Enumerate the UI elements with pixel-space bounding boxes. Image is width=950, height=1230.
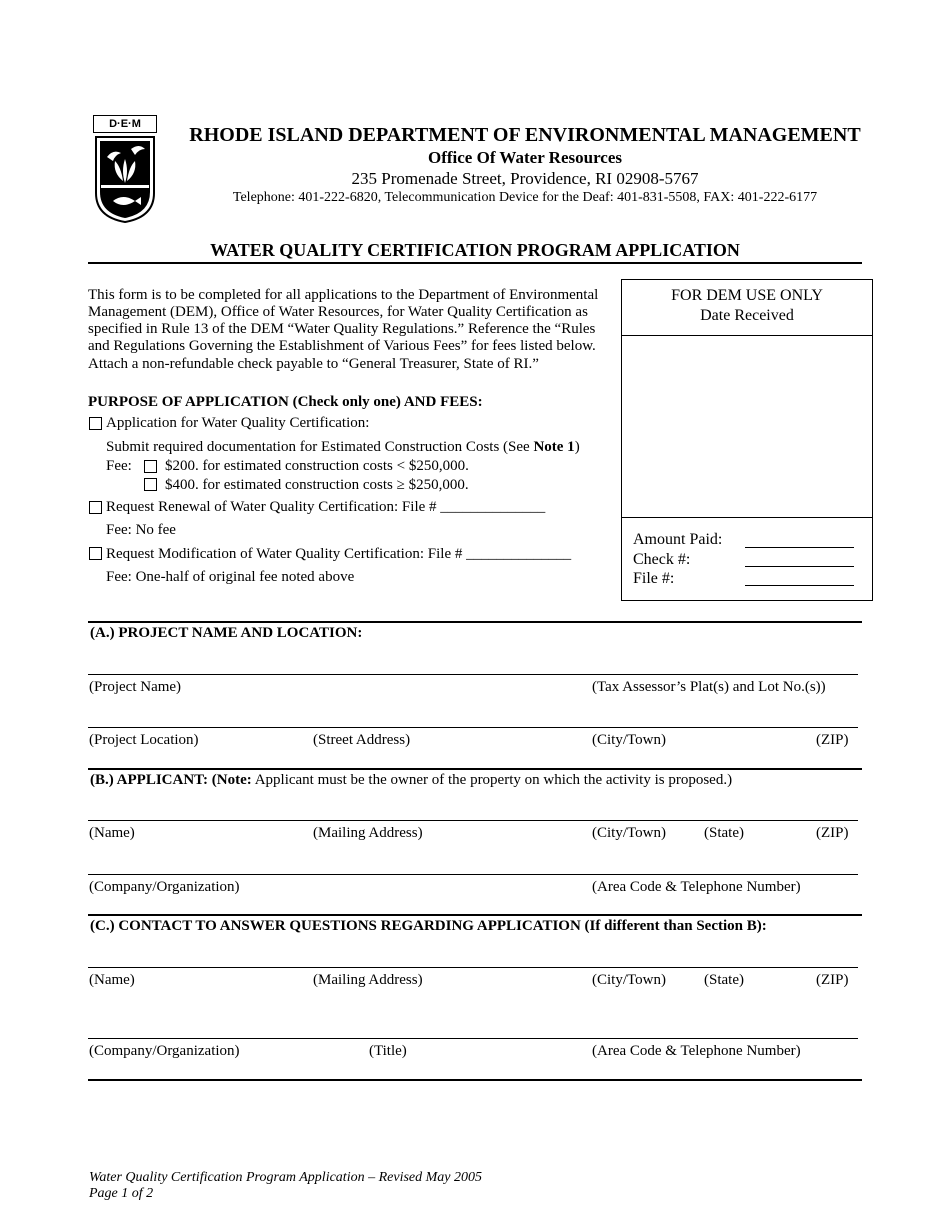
file-number-field[interactable]	[745, 585, 854, 586]
check-number-field[interactable]	[745, 566, 854, 567]
option-certification-label: Application for Water Quality Certification:	[106, 415, 370, 431]
fee-400-checkbox[interactable]	[144, 478, 157, 491]
dem-use-heading: FOR DEM USE ONLY	[671, 287, 823, 304]
intro-line-1: This form is to be completed for all applications to the Department of Environmental	[88, 287, 599, 303]
contact-state-label: (State)	[704, 972, 744, 988]
intro-line-3: specified in Rule 13 of the DEM “Water Quality Regulations.” Reference the “Rules	[88, 321, 596, 337]
section-c-heading: (C.) CONTACT TO ANSWER QUESTIONS REGARDING APPLICATION (If different than Section B):	[90, 918, 767, 934]
project-location-label: (Project Location)	[89, 732, 199, 748]
zip-label: (ZIP)	[816, 732, 849, 748]
contact-zip-label: (ZIP)	[816, 972, 849, 988]
option-modification-label: Request Modification of Water Quality Certification: File # ______________	[106, 546, 572, 562]
certification-note-text: Submit required documentation for Estimated Construction Costs (See	[106, 439, 534, 455]
dem-box-divider-bottom	[622, 517, 872, 518]
intro-line-2: Management (DEM), Office of Water Resources, for Water Quality Certification as	[88, 304, 588, 320]
contact-phone-label: (Area Code & Telephone Number)	[592, 1043, 801, 1059]
section-c-rule	[88, 914, 862, 916]
date-received-field[interactable]	[622, 336, 872, 517]
fee-200-checkbox[interactable]	[144, 460, 157, 473]
contact-title-label: (Title)	[369, 1043, 407, 1059]
file-number-label: File #:	[633, 570, 675, 587]
section-b-title: (B.) APPLICANT: (	[90, 772, 217, 788]
project-name-label: (Project Name)	[89, 679, 182, 695]
dem-shield-icon	[93, 135, 157, 223]
option-renewal-checkbox[interactable]	[89, 501, 102, 514]
date-received-label: Date Received	[700, 307, 794, 324]
modification-fee: Fee: One-half of original fee noted above	[106, 569, 355, 585]
contact-mailing-label: (Mailing Address)	[313, 972, 423, 988]
amount-paid-field[interactable]	[745, 547, 854, 548]
applicant-city-label: (City/Town)	[592, 825, 666, 841]
fee-400-label: $400. for estimated construction costs ≥ $250,000.	[165, 477, 469, 493]
applicant-company-label: (Company/Organization)	[89, 879, 240, 895]
office-name: Office Of Water Resources	[427, 148, 623, 167]
agency-name: RHODE ISLAND DEPARTMENT OF ENVIRONMENTAL MANAGEMENT	[189, 124, 861, 146]
fee-200-label: $200. for estimated construction costs < $250,000.	[165, 458, 469, 474]
contact-name-label: (Name)	[89, 972, 135, 988]
applicant-company-field[interactable]	[88, 874, 858, 875]
contact-name-field[interactable]	[88, 967, 858, 968]
renewal-fee: Fee: No fee	[106, 522, 176, 538]
title-rule	[88, 262, 862, 264]
footer-revision: Water Quality Certification Program Application – Revised May 2005	[89, 1170, 482, 1185]
project-location-field[interactable]	[88, 727, 858, 728]
section-b-note-label: Note:	[216, 772, 252, 788]
dem-logo-text: D·E·M	[93, 115, 157, 133]
office-phones: Telephone: 401-222-6820, Telecommunication Device for the Deaf: 401-831-5508, FAX: 401-222-6177	[232, 190, 818, 205]
check-number-label: Check #:	[633, 551, 691, 568]
applicant-mailing-label: (Mailing Address)	[313, 825, 423, 841]
project-name-field[interactable]	[88, 674, 858, 675]
fee-label: Fee:	[106, 458, 132, 474]
option-modification-checkbox[interactable]	[89, 547, 102, 560]
note-1-link: Note 1	[533, 439, 575, 455]
contact-city-label: (City/Town)	[592, 972, 666, 988]
certification-note-end: )	[574, 439, 580, 455]
section-a-rule	[88, 621, 862, 623]
option-certification-checkbox[interactable]	[89, 417, 102, 430]
bottom-rule	[88, 1079, 862, 1081]
form-title: WATER QUALITY CERTIFICATION PROGRAM APPLICATION	[210, 240, 740, 260]
street-address-label: (Street Address)	[313, 732, 411, 748]
intro-line-4: and Regulations Governing the Establishment of Various Fees” for fees listed below.	[88, 338, 596, 354]
section-b-note: Applicant must be the owner of the property on which the activity is proposed.)	[251, 772, 733, 788]
purpose-heading: PURPOSE OF APPLICATION (Check only one) AND FEES:	[88, 394, 483, 410]
dem-logo	[93, 115, 157, 223]
applicant-zip-label: (ZIP)	[816, 825, 849, 841]
amount-paid-label: Amount Paid:	[633, 531, 723, 548]
applicant-name-label: (Name)	[89, 825, 135, 841]
footer-page-number: Page 1 of 2	[89, 1186, 154, 1201]
section-b-rule	[88, 768, 862, 770]
dem-use-box	[621, 279, 873, 601]
option-renewal-label: Request Renewal of Water Quality Certification: File # ______________	[106, 499, 546, 515]
applicant-phone-label: (Area Code & Telephone Number)	[592, 879, 801, 895]
office-address: 235 Promenade Street, Providence, RI 02908-5767	[351, 169, 699, 188]
section-a-heading: (A.) PROJECT NAME AND LOCATION:	[90, 625, 363, 641]
contact-company-label: (Company/Organization)	[89, 1043, 240, 1059]
applicant-name-field[interactable]	[88, 820, 858, 821]
section-b-heading	[90, 772, 732, 789]
intro-line-5: Attach a non-refundable check payable to “General Treasurer, State of RI.”	[88, 356, 539, 372]
contact-company-field[interactable]	[88, 1038, 858, 1039]
city-town-label: (City/Town)	[592, 732, 666, 748]
certification-note	[106, 439, 580, 456]
applicant-state-label: (State)	[704, 825, 744, 841]
tax-plat-label: (Tax Assessor’s Plat(s) and Lot No.(s))	[592, 679, 826, 695]
